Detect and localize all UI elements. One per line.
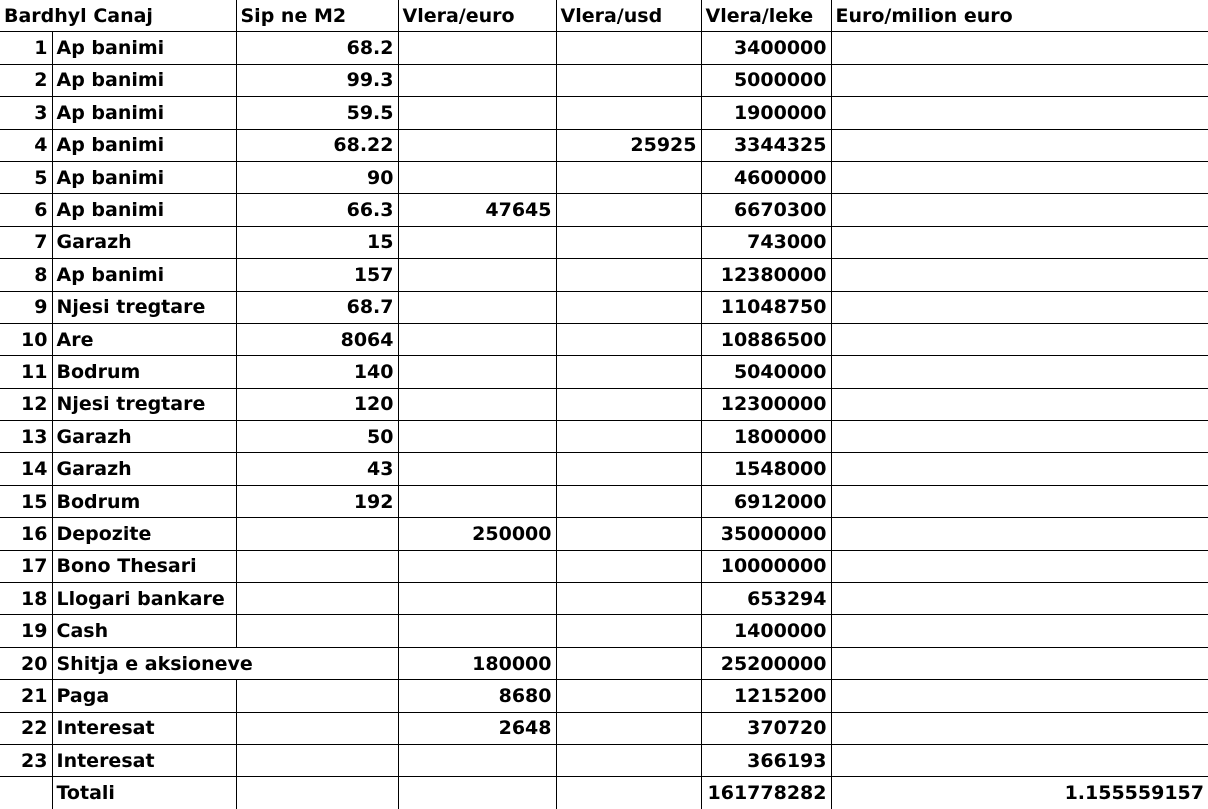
cell-area[interactable]: 8064 [236,323,398,355]
cell-euro[interactable] [398,356,556,388]
cell-area[interactable]: 43 [236,453,398,485]
cell-index[interactable]: 19 [0,615,52,647]
cell-usd[interactable] [556,777,701,809]
cell-million[interactable] [831,680,1208,712]
cell-area[interactable]: 15 [236,226,398,258]
cell-description[interactable]: Ap banimi [52,259,236,291]
total-row [0,777,1208,809]
cell-leke[interactable]: 10886500 [701,323,831,355]
cell-description[interactable]: Garazh [52,421,236,453]
cell-leke[interactable]: 653294 [701,583,831,615]
cell-euro[interactable]: 250000 [398,518,556,550]
header-usd[interactable]: Vlera/usd [556,0,701,32]
cell-million[interactable] [831,421,1208,453]
table-row [0,323,1208,355]
cell-description[interactable]: Interesat [52,744,236,776]
cell-million[interactable] [831,129,1208,161]
cell-leke[interactable]: 1900000 [701,97,831,129]
cell-leke[interactable]: 10000000 [701,550,831,582]
cell-usd[interactable] [556,291,701,323]
cell-million[interactable] [831,453,1208,485]
cell-area[interactable] [236,518,398,550]
table-row [0,680,1208,712]
total-leke[interactable]: 161778282 [701,777,831,809]
cell-description[interactable]: Paga [52,680,236,712]
cell-usd[interactable] [556,226,701,258]
cell-euro[interactable]: 2648 [398,712,556,744]
cell-usd[interactable] [556,680,701,712]
cell-description[interactable]: Garazh [52,453,236,485]
cell-area[interactable]: 59.5 [236,97,398,129]
cell-index[interactable]: 22 [0,712,52,744]
cell-description[interactable]: Ap banimi [52,64,236,96]
cell-description[interactable]: Bodrum [52,485,236,517]
cell-description[interactable]: Njesi tregtare [52,291,236,323]
cell-million[interactable] [831,323,1208,355]
cell-index[interactable]: 3 [0,97,52,129]
table-row [0,615,1208,647]
cell-index[interactable]: 12 [0,388,52,420]
cell-usd[interactable] [556,583,701,615]
cell-description[interactable]: Ap banimi [52,194,236,226]
table-row [0,744,1208,776]
cell-usd[interactable] [556,550,701,582]
cell-euro[interactable] [398,550,556,582]
cell-description[interactable]: Ap banimi [52,32,236,64]
table-row [0,518,1208,550]
cell-euro[interactable]: 180000 [398,647,556,679]
cell-leke[interactable]: 11048750 [701,291,831,323]
cell-leke[interactable]: 6670300 [701,194,831,226]
header-leke[interactable]: Vlera/leke [701,0,831,32]
cell-euro[interactable] [398,583,556,615]
cell-leke[interactable]: 12300000 [701,388,831,420]
cell-usd[interactable] [556,744,701,776]
cell-index[interactable] [0,777,52,809]
cell-index[interactable]: 9 [0,291,52,323]
cell-index[interactable]: 7 [0,226,52,258]
cell-usd[interactable] [556,356,701,388]
cell-leke[interactable]: 35000000 [701,518,831,550]
cell-leke[interactable]: 1400000 [701,615,831,647]
cell-usd[interactable] [556,259,701,291]
cell-usd[interactable] [556,647,701,679]
cell-area[interactable] [236,647,398,679]
cell-euro[interactable]: 47645 [398,194,556,226]
cell-million[interactable] [831,161,1208,193]
cell-euro[interactable]: 8680 [398,680,556,712]
cell-usd[interactable] [556,615,701,647]
table-row [0,64,1208,96]
cell-million[interactable] [831,583,1208,615]
cell-leke[interactable]: 4600000 [701,161,831,193]
cell-million[interactable] [831,32,1208,64]
cell-euro[interactable] [398,453,556,485]
table-row [0,32,1208,64]
cell-index[interactable]: 15 [0,485,52,517]
cell-leke[interactable]: 370720 [701,712,831,744]
cell-million[interactable] [831,97,1208,129]
table-row [0,485,1208,517]
cell-usd[interactable] [556,32,701,64]
cell-million[interactable] [831,356,1208,388]
table-row [0,161,1208,193]
cell-euro[interactable] [398,388,556,420]
cell-million[interactable] [831,744,1208,776]
cell-million[interactable] [831,259,1208,291]
cell-description[interactable]: Garazh [52,226,236,258]
cell-leke[interactable]: 366193 [701,744,831,776]
cell-description[interactable]: Ap banimi [52,129,236,161]
cell-index[interactable]: 20 [0,647,52,679]
cell-leke[interactable]: 12380000 [701,259,831,291]
cell-description[interactable]: Bono Thesari [52,550,236,582]
table-row [0,129,1208,161]
cell-area[interactable] [236,615,398,647]
cell-million[interactable] [831,388,1208,420]
cell-leke[interactable]: 3400000 [701,32,831,64]
table-row [0,583,1208,615]
cell-area[interactable]: 99.3 [236,64,398,96]
cell-index[interactable]: 2 [0,64,52,96]
cell-area[interactable]: 140 [236,356,398,388]
cell-index[interactable]: 23 [0,744,52,776]
total-million[interactable]: 1.155559157 [831,777,1208,809]
table-row [0,647,1208,679]
cell-leke[interactable]: 5000000 [701,64,831,96]
cell-description[interactable]: Are [52,323,236,355]
cell-million[interactable] [831,291,1208,323]
cell-index[interactable]: 11 [0,356,52,388]
cell-million[interactable] [831,712,1208,744]
cell-usd[interactable] [556,194,701,226]
cell-euro[interactable] [398,259,556,291]
cell-index[interactable]: 6 [0,194,52,226]
cell-area[interactable]: 192 [236,485,398,517]
cell-euro[interactable] [398,291,556,323]
cell-usd[interactable] [556,161,701,193]
cell-usd[interactable] [556,388,701,420]
cell-description[interactable]: Depozite [52,518,236,550]
cell-index[interactable]: 1 [0,32,52,64]
cell-description[interactable]: Ap banimi [52,97,236,129]
header-owner[interactable]: Bardhyl Canaj [0,0,52,32]
cell-usd[interactable]: 25925 [556,129,701,161]
table-row [0,712,1208,744]
cell-leke[interactable]: 1548000 [701,453,831,485]
cell-description[interactable]: Shitja e aksioneve [52,647,236,679]
cell-area[interactable]: 66.3 [236,194,398,226]
table-row [0,291,1208,323]
table-row [0,421,1208,453]
table-row [0,356,1208,388]
cell-usd[interactable] [556,97,701,129]
cell-index[interactable]: 18 [0,583,52,615]
cell-area[interactable]: 50 [236,421,398,453]
cell-million[interactable] [831,615,1208,647]
cell-area[interactable]: 157 [236,259,398,291]
cell-euro[interactable] [398,615,556,647]
cell-index[interactable]: 21 [0,680,52,712]
cell-leke[interactable]: 1800000 [701,421,831,453]
cell-index[interactable]: 8 [0,259,52,291]
cell-area[interactable]: 90 [236,161,398,193]
cell-euro[interactable] [398,485,556,517]
cell-area[interactable]: 68.2 [236,32,398,64]
cell-index[interactable]: 16 [0,518,52,550]
cell-usd[interactable] [556,64,701,96]
table-row [0,97,1208,129]
header-million[interactable]: Euro/milion euro [831,0,1208,32]
cell-usd[interactable] [556,485,701,517]
cell-description[interactable]: Cash [52,615,236,647]
table-row [0,259,1208,291]
table-row [0,453,1208,485]
cell-million[interactable] [831,64,1208,96]
cell-index[interactable]: 10 [0,323,52,355]
cell-million[interactable] [831,647,1208,679]
cell-description[interactable]: Ap banimi [52,161,236,193]
cell-usd[interactable] [556,712,701,744]
cell-euro[interactable] [398,32,556,64]
cell-leke[interactable]: 6912000 [701,485,831,517]
cell-leke[interactable]: 25200000 [701,647,831,679]
cell-description[interactable]: Llogari bankare [52,583,236,615]
cell-leke[interactable]: 3344325 [701,129,831,161]
cell-euro[interactable] [398,129,556,161]
header-euro[interactable]: Vlera/euro [398,0,556,32]
cell-euro[interactable] [398,421,556,453]
table-row [0,388,1208,420]
cell-area[interactable] [236,777,398,809]
cell-area[interactable] [236,583,398,615]
cell-euro[interactable] [398,226,556,258]
total-label[interactable]: Totali [52,777,236,809]
cell-description[interactable]: Bodrum [52,356,236,388]
cell-leke[interactable]: 743000 [701,226,831,258]
header-row [0,0,1208,32]
cell-description[interactable]: Njesi tregtare [52,388,236,420]
cell-euro[interactable] [398,744,556,776]
cell-index[interactable]: 13 [0,421,52,453]
cell-usd[interactable] [556,323,701,355]
cell-euro[interactable] [398,97,556,129]
cell-usd[interactable] [556,421,701,453]
cell-million[interactable] [831,518,1208,550]
cell-leke[interactable]: 5040000 [701,356,831,388]
cell-million[interactable] [831,226,1208,258]
cell-index[interactable]: 4 [0,129,52,161]
cell-euro[interactable] [398,64,556,96]
cell-usd[interactable] [556,518,701,550]
cell-euro[interactable] [398,323,556,355]
cell-euro[interactable] [398,777,556,809]
cell-leke[interactable]: 1215200 [701,680,831,712]
cell-index[interactable]: 17 [0,550,52,582]
cell-million[interactable] [831,550,1208,582]
cell-million[interactable] [831,485,1208,517]
cell-description[interactable]: Interesat [52,712,236,744]
cell-million[interactable] [831,194,1208,226]
cell-area[interactable] [236,680,398,712]
cell-area[interactable]: 68.22 [236,129,398,161]
table-row [0,226,1208,258]
cell-usd[interactable] [556,453,701,485]
table-row [0,550,1208,582]
cell-index[interactable]: 14 [0,453,52,485]
cell-index[interactable]: 5 [0,161,52,193]
cell-euro[interactable] [398,161,556,193]
cell-area[interactable] [236,550,398,582]
header-area[interactable]: Sip ne M2 [236,0,398,32]
table-row [0,194,1208,226]
cell-area[interactable] [236,744,398,776]
cell-area[interactable] [236,712,398,744]
cell-area[interactable]: 68.7 [236,291,398,323]
cell-area[interactable]: 120 [236,388,398,420]
